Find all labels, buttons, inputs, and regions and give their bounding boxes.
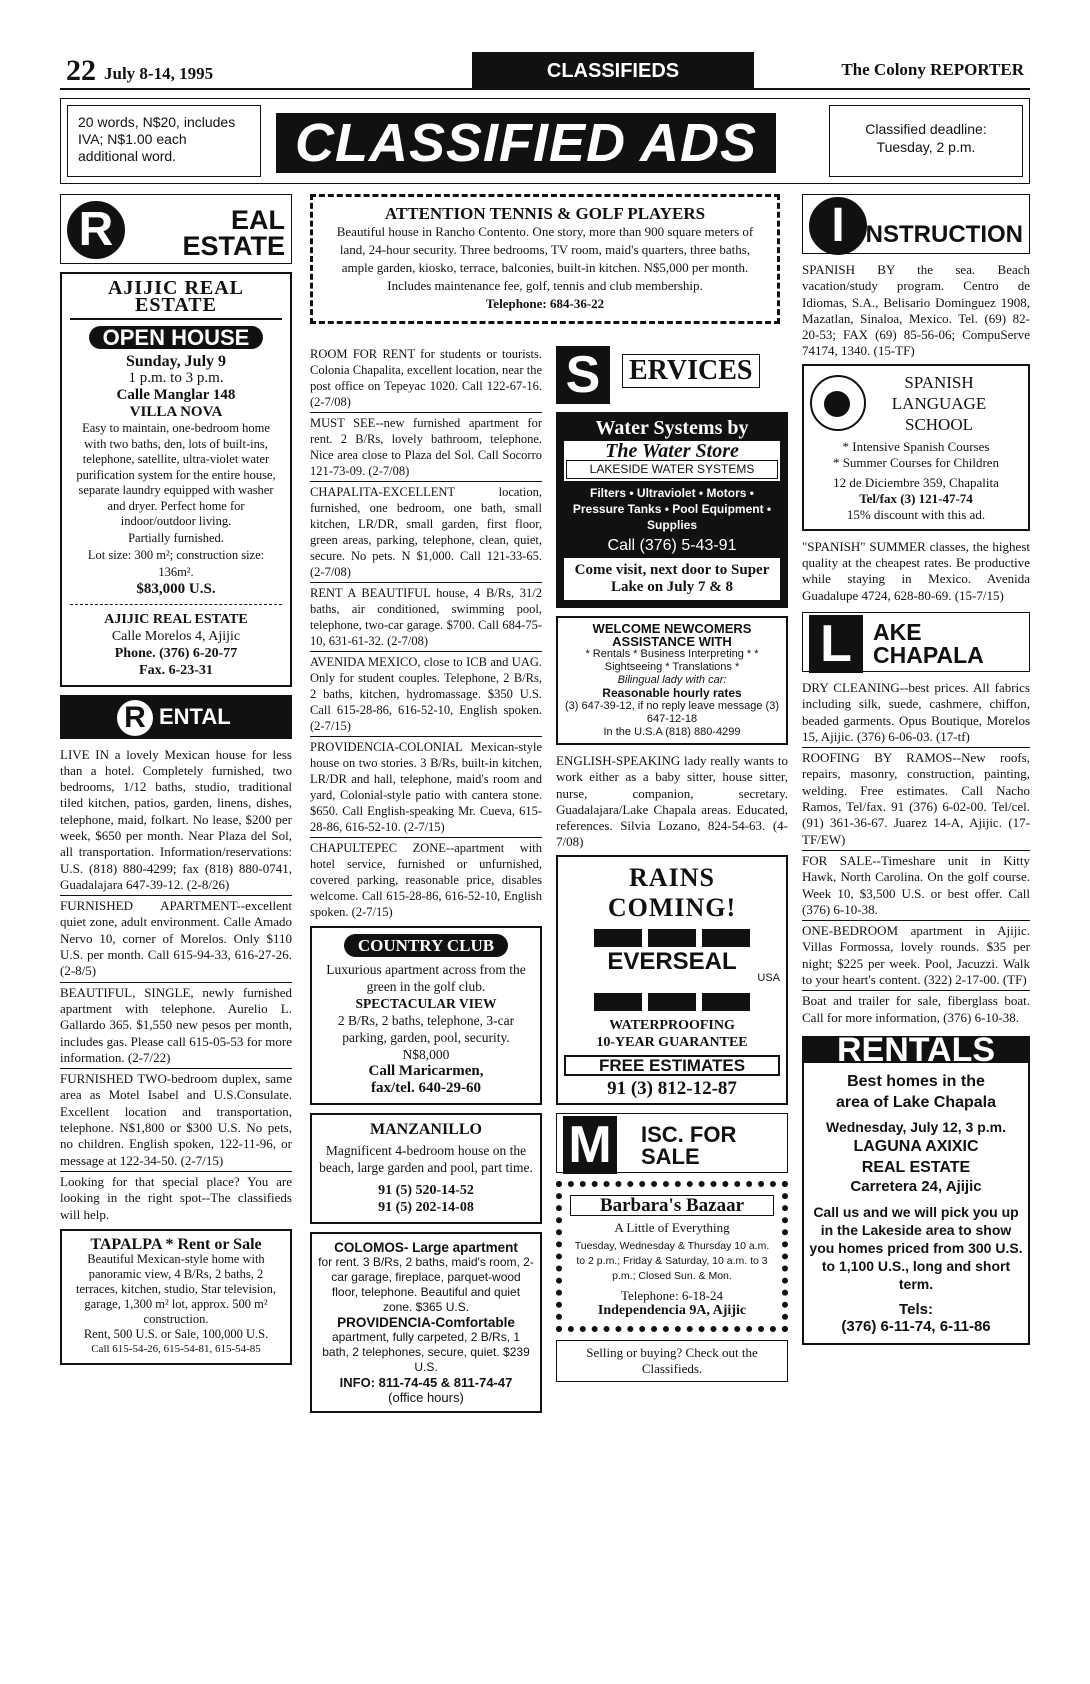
rentals-address: Carretera 24, Ajijic (850, 1177, 982, 1195)
summer-classes-ad: "SPANISH" SUMMER classes, the highest quality at the cheapest rates. Be productive while staying in Mexico. Avenida Guadalupe 4724, 628-80-69. (15-7/15) (802, 538, 1030, 603)
misc-letter: M (563, 1116, 617, 1174)
deadline-box (829, 105, 1023, 177)
country-club-details: 2 B/Rs, 2 baths, telephone, 3-car parking, garden, pool, security. (337, 1013, 515, 1045)
school-heading (810, 372, 1022, 435)
manzanillo-phone-1: 91 (5) 520-14-52 (378, 1183, 474, 1198)
tennis-body: Beautiful house in Rancho Contento. One story, more than 900 square meters of land, 24-hour security. Three bedrooms, TV room, maid's quarters, three baths, ample garden, kiosko, terrace, balconies, built-in kitchen. N$5,000 per month. Includes maintenance fee, golf, tennis and club membership. (336, 224, 754, 293)
bazaar-hours: Tuesday, Wednesday & Thursday 10 a.m. to 2 p.m.; Friday & Saturday, 10 a.m. to 3 p.m.; Closed Sun. & Mon. (574, 1239, 770, 1282)
rental-ad-2: FURNISHED APARTMENT--excellent quiet zone, adult environment. Calle Amado Nervo 10, corner of Morelos. Only $110 U.S. per month. Call 615-94-33, 616-27-26. (2-8/5) (60, 898, 292, 982)
manzanillo-phone-2: 91 (5) 202-14-08 (378, 1200, 474, 1215)
rentals-ad (802, 1030, 1030, 1345)
welcome-rates: Reasonable hourly rates (602, 686, 742, 700)
instruction-header (802, 194, 1030, 254)
manzanillo-ad (310, 1113, 542, 1224)
header-rule (60, 88, 1030, 90)
tapalpa-ad (60, 1229, 292, 1365)
summer-ad (802, 539, 1030, 606)
open-house-villa: VILLA NOVA (129, 404, 223, 420)
instruction-ads (802, 262, 1030, 362)
rental-ads (60, 747, 292, 1225)
english-speaking-ad (556, 753, 788, 853)
open-house-day: Sunday, July 9 (125, 353, 227, 370)
bazaar-address: Independencia 9A, Ajijic (597, 1302, 747, 1318)
open-house-street: Calle Manglar 148 (116, 387, 236, 403)
open-house-lot: Lot size: 300 m²; construction size: 136m². (87, 547, 265, 579)
welcome-lady: Bilingual lady with car: (617, 674, 727, 686)
tapalpa-body: Beautiful Mexican-style home with panoramic view, 4 B/Rs, 2 baths, 2 terraces, kitchen, studio, Star television, garage, 1,300 m² lot, approx. 500 m² construction. (76, 1251, 276, 1326)
colomos-info: INFO: 811-74-45 & 811-74-47 (339, 1375, 513, 1390)
ajijic-fax: Fax. 6-23-31 (139, 662, 213, 678)
col2-ad-3: CHAPALITA-EXCELLENT location, furnished, one bedroom, one bath, small kitchen, LR/DR, small garden, first floor, green areas, parking, telephone, clean, quiet, secure. No pets. N $1,000. Call 121-33-65. (2-7/08) (310, 484, 542, 583)
section-label: CLASSIFIEDS (472, 52, 754, 90)
country-club-price: N$8,000 (402, 1047, 450, 1062)
bazaar-tag: A Little of Everything (614, 1219, 730, 1235)
colomos-hours: (office hours) (388, 1390, 464, 1405)
open-house-furnished: Partially furnished. (128, 530, 224, 545)
everseal-waterproofing: WATERPROOFING (609, 1017, 735, 1033)
col2-ad-1: ROOM FOR RENT for students or tourists. Colonia Chapalita, excellent location, near the post office on Tepeyac 1020. Call 122-67-16. (2-7/08) (310, 346, 542, 413)
open-house-time: 1 p.m. to 3 p.m. (128, 370, 224, 386)
rental-ad-5: Looking for that special place? You are looking in the right spot--The classifieds will help. (60, 1173, 292, 1222)
rental-ad-1: LIVE IN a lovely Mexican house for less than a hotel. Completely furnished, two bedrooms, 1/12 baths, studio, traditional tiled kitchen, patios, garden, linens, dishes, telephone, maid, folkart. No lease, $200 per week, $650 per month. Near Plaza del Sol, all transportation. Information/reservations: U.S. (818) 880-4299; fax (818) 880-0741, Guadalajara 647-39-12. (2-8/26) (60, 747, 292, 897)
lake-letter: L (809, 615, 863, 673)
providencia-title: PROVIDENCIA-Comfortable (337, 1315, 515, 1330)
bazaar-phone: Telephone: 6-18-24 (621, 1287, 723, 1303)
water-line1: Water Systems by (595, 417, 749, 439)
one-bedroom-ad: ONE-BEDROOM apartment in Ajijic. Villas Formossa, lovely rounds. $35 per night; $225 per week. Pool, Jacuzzi. Walk to your heart's content. (322) 2-17-00. (TF) (802, 923, 1030, 991)
water-call: Call (376) 5-43-91 (607, 537, 737, 554)
rental-ad-3: BEAUTIFUL, SINGLE, newly furnished apartment with telephone. Aurelio L. Gallardo 365. $1,550 new pesos per month, includes gas. Please call 615-05-53 for more information. (2-7/22) (60, 985, 292, 1069)
rental-title: ENTAL (159, 703, 231, 729)
rentals-tels: (376) 6-11-74, 6-11-86 (841, 1317, 991, 1335)
speaking-head-icon (810, 375, 866, 431)
bazaar-title: Barbara's Bazaar (570, 1195, 774, 1216)
colomos-title: COLOMOS- Large apartment (334, 1240, 518, 1255)
misc-title: ISC. FOR SALE (641, 1121, 737, 1169)
everseal-usa: USA (757, 971, 780, 984)
country-club-call: Call Maricarmen, (368, 1063, 484, 1079)
school-course-1: * Intensive Spanish Courses (842, 438, 990, 454)
column-2-ads (310, 346, 542, 1421)
services-letter: S (556, 346, 610, 404)
country-club-fax: fax/tel. 640-29-60 (371, 1080, 481, 1096)
providencia-body: apartment, fully carpeted, 2 B/Rs, 1 bath, 2 telephones, secure, quiet. $239 U.S. (322, 1330, 530, 1374)
lake-title: AKE CHAPALA (873, 618, 984, 668)
rentals-title: RENTALS (804, 1038, 1028, 1063)
water-store-sub: LAKESIDE WATER SYSTEMS (566, 460, 778, 479)
rentals-date: Wednesday, July 12, 3 p.m. (826, 1118, 1006, 1135)
dry-cleaning-ad: DRY CLEANING--best prices. All fabrics including silk, suede, cashmere, chiffon, beaded garments. Opus Boutique, Morelos 15, Ajijic. (376) 6-06-03. (17-tf) (802, 680, 1030, 748)
country-club-view: SPECTACULAR VIEW (355, 996, 497, 1011)
everseal-guarantee: 10-YEAR GUARANTEE (596, 1034, 748, 1050)
classified-banner (60, 98, 1030, 184)
tapalpa-title: TAPALPA * Rent or Sale (90, 1235, 262, 1253)
lake-chapala-ads (802, 680, 1030, 1028)
country-club-title: COUNTRY CLUB (344, 934, 508, 957)
english-speaking-text: ENGLISH-SPEAKING lady really wants to work either as a baby sitter, house sitter, nurse, companion, secretary. Guadalajara/Lake Chapala areas. Educated, references. Silvia Lozano, 824-54-63. (4-7/08) (556, 753, 788, 850)
open-house-price: $83,000 U.S. (136, 580, 216, 597)
water-items: Filters • Ultraviolet • Motors • Pressure Tanks • Pool Equipment • Supplies (572, 486, 772, 532)
tennis-golf-ad (310, 194, 780, 324)
real-estate-title: EAL ESTATE (182, 205, 285, 261)
misc-header (556, 1113, 788, 1173)
roofing-ad: ROOFING BY RAMOS--New roofs, repairs, masonry, construction, painting, welding. Free estimates. Call Nacho Ramos, Tel/fax. 91 (376) 6-02-00. Tel/cel. (91) 361-36-67. Juarez 14-A, Ajijic. (17-TF/EW) (802, 750, 1030, 851)
country-club-body: Luxurious apartment across from the green in the golf club. (326, 962, 526, 994)
rains-coming: RAINS COMING! (607, 862, 737, 922)
school-tel: Tel/fax (3) 121-47-74 (859, 490, 973, 506)
column-1 (60, 194, 292, 1373)
school-title: SPANISH LANGUAGE SCHOOL (891, 372, 987, 434)
everseal-free: FREE ESTIMATES (564, 1055, 780, 1076)
rental-letter: R (117, 700, 153, 736)
tennis-title: ATTENTION TENNIS & GOLF PLAYERS (384, 204, 706, 223)
ajijic-address: Calle Morelos 4, Ajijic (111, 628, 241, 644)
page-number: 22 (66, 54, 96, 87)
welcome-items: * Rentals * Business Interpreting * * Sightseeing * Translations * (585, 648, 759, 673)
column-3 (556, 346, 788, 1382)
column-2 (310, 194, 790, 330)
issue-date: July 8-14, 1995 (104, 64, 214, 83)
deadline-label: Classified deadline: (865, 121, 987, 137)
ajijic-logo: AJIJIC REAL ESTATE (70, 280, 282, 320)
spanish-school-ad (802, 364, 1030, 531)
rental-header (60, 695, 292, 739)
open-house-desc: Easy to maintain, one-bedroom home with two baths, den, lots of built-ins, telephone, satellite, ultra-violet water purification system for the entire house, separate laundry equipped with washer and dryer. Perfect home for indoor/outdoor living. (76, 421, 276, 528)
boat-ad: Boat and trailer for sale, fiberglass boat. Call for more information, (376) 6-10-38. (802, 993, 1030, 1025)
barbaras-bazaar-ad (556, 1181, 788, 1332)
banner-title: CLASSIFIED ADS (276, 113, 776, 173)
everseal-ad (556, 855, 788, 1105)
colomos-body: for rent. 3 B/Rs, 2 baths, maid's room, 2-car garage, fireplace, parquet-wood floor, telephone. Beautiful and quiet zone. $365 U.S. (318, 1255, 534, 1314)
services-header (556, 346, 788, 404)
timeshare-ad: FOR SALE--Timeshare unit in Kitty Hawk, North Carolina. On the golf course. Week 10, $3,500 U.S. or best offer. Call (376) 6-10-38. (802, 853, 1030, 921)
real-estate-letter: R (67, 201, 125, 259)
school-discount: 15% discount with this ad. (846, 506, 986, 522)
instruction-title: NSTRUCTION (865, 221, 1023, 248)
lake-chapala-header (802, 612, 1030, 672)
paper-name: The Colony REPORTER (841, 60, 1024, 79)
everseal-brand: EVERSEAL (607, 947, 737, 975)
school-course-2: * Summer Courses for Children (832, 454, 1000, 470)
page-header (60, 52, 1030, 92)
services-title: ERVICES (622, 354, 760, 388)
rentals-tels-label: Tels: (899, 1300, 933, 1318)
manzanillo-body: Magnificent 4-bedroom house on the beach, large garden and pool, part time. (319, 1143, 533, 1175)
spanish-beach-ad: SPANISH BY the sea. Beach vacation/study program. Centro de Idiomas, S.A., Belisario Dominguez 1908, Mazatlan, Sinaloa, Mexico. Tel. (69) 82-20-53; FAX (69) 85-56-06; CompuServe 74174, 1340. (15-TF) (802, 262, 1030, 359)
deadline-value: Tuesday, 2 p.m. (876, 139, 976, 155)
selling-buying: Selling or buying? Check out the Classifieds. (556, 1340, 788, 1382)
col2-ad-7: CHAPULTEPEC ZONE--apartment with hotel service, furnished or unfurnished, covered parking, reasonable price, disables welcome. Call 615-28-86, 616-52-10, English spoken. (2-7/15) (310, 841, 542, 919)
water-store-ad (556, 412, 788, 608)
column-2-list (310, 346, 542, 922)
everseal-bars-bottom (564, 993, 780, 1011)
col2-ad-4: RENT A BEAUTIFUL house, 4 B/Rs, 31/2 baths, air conditioned, swimming pool, telephone, two-car garage. $700. Call 684-75-10, 631-61-32. (2-7/08) (310, 585, 542, 652)
ajijic-contact (70, 604, 282, 679)
real-estate-header (60, 194, 292, 264)
water-store-panel (564, 441, 780, 481)
tapalpa-price: Rent, 500 U.S. or Sale, 100,000 U.S. (83, 1326, 269, 1341)
col2-ad-5: AVENIDA MEXICO, close to ICB and UAG. Only for student couples. Telephone, 2 B/Rs, 2 baths, kitchen, hydromassage. $350 U.S. Call 615-28-86, 616-52-10, English spoken. (2-7/15) (310, 654, 542, 737)
manzanillo-title: MANZANILLO (369, 1121, 482, 1138)
welcome-newcomers-ad (556, 616, 788, 745)
ajijic-open-house-ad (60, 272, 292, 687)
instruction-letter: I (809, 197, 867, 255)
water-visit: Come visit, next door to Super Lake on July 7 & 8 (564, 558, 780, 600)
country-club-ad (310, 926, 542, 1105)
rates-box: 20 words, N$20, includes IVA; N$1.00 each additional word. (67, 105, 261, 177)
rentals-company: LAGUNA AXIXIC REAL ESTATE (853, 1137, 979, 1176)
rental-ad-4: FURNISHED TWO-bedroom duplex, same area as Motel Isabel and U.S.Consulate. Excellent location and transportation, telephone. N$1,800 or $300 U.S. No pets, no children. English spoken, 122-11-96, or message at 122-34-50. (2-7/15) (60, 1071, 292, 1172)
welcome-usa: In the U.S.A (818) 880-4299 (603, 726, 741, 738)
open-house-label: OPEN HOUSE (89, 326, 264, 349)
ajijic-company: AJIJIC REAL ESTATE (104, 611, 248, 627)
tapalpa-call: Call 615-54-26, 615-54-81, 615-54-85 (91, 1342, 261, 1355)
rentals-pick: Call us and we will pick you up in the Lakeside area to show you homes priced from 300 U.S. to 1,100 U.S., long and short term. (809, 1203, 1023, 1292)
welcome-title: WELCOME NEWCOMERS ASSISTANCE WITH (592, 621, 752, 649)
school-address: 12 de Diciembre 359, Chapalita (833, 474, 999, 490)
tennis-phone: Telephone: 684-36-22 (485, 296, 605, 311)
col2-ad-2: MUST SEE--new furnished apartment for rent. 2 B/Rs, lovely bathroom, telephone. Nice area close to Plaza del Sol. Call Socorro 121-73-09. (2-7/08) (310, 415, 542, 482)
welcome-phone: (3) 647-39-12, if no reply leave message (3) 647-12-18 (565, 700, 779, 725)
colomos-ad (310, 1232, 542, 1413)
rentals-best: Best homes in the area of Lake Chapala (835, 1072, 997, 1111)
everseal-phone: 91 (3) 812-12-87 (607, 1077, 737, 1099)
ajijic-phone: Phone. (376) 6-20-77 (114, 645, 238, 661)
column-4 (802, 194, 1030, 1353)
water-store-name: The Water Store (605, 440, 739, 462)
everseal-bars-top (564, 929, 780, 947)
col2-ad-6: PROVIDENCIA-COLONIAL Mexican-style house on two stories. 3 B/Rs, built-in kitchen, LR/DR and hall, telephone, maid's room and yard, Colonial-style patio with cantera stone. $650. Call English-speaking Mr. Cueva, 615-28-86, 616-52-10. (2-7/15) (310, 739, 542, 838)
